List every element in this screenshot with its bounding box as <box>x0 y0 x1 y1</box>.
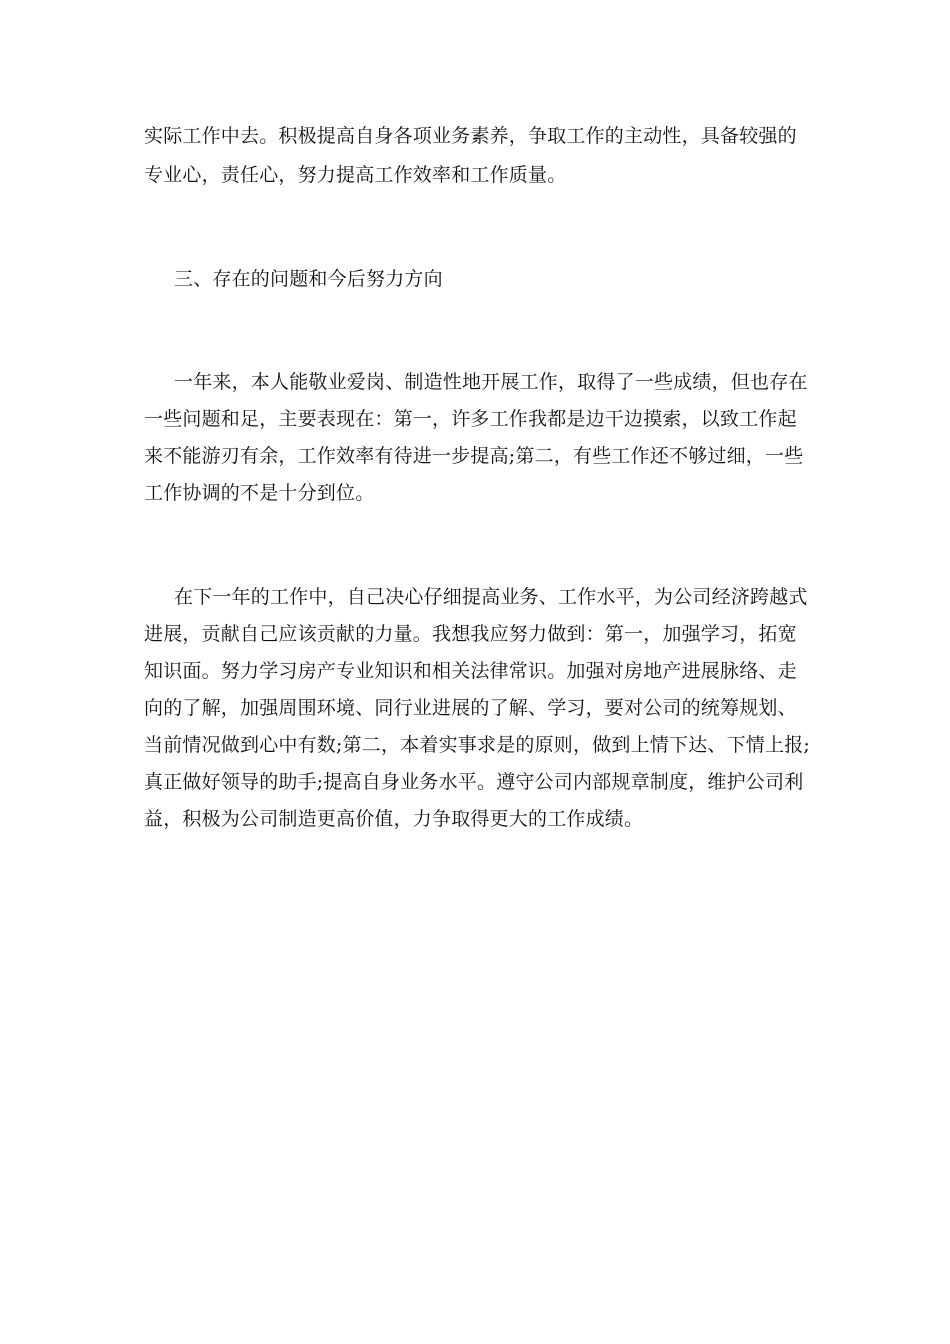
text-line: 专业心，责任心，努力提高工作效率和工作质量。 <box>144 164 567 186</box>
text-line: 真正做好领导的助手;提高自身业务水平。遵守公司内部规章制度，维护公司利 <box>144 771 804 793</box>
section-heading: 三、存在的问题和今后努力方向 <box>174 268 443 290</box>
text-line: 一些问题和足，主要表现在：第一，许多工作我都是边干边摸索，以致工作起 <box>144 408 797 430</box>
text-line: 实际工作中去。积极提高自身各项业务素养，争取工作的主动性，具备较强的 <box>144 125 797 147</box>
text-line: 在下一年的工作中，自己决心仔细提高业务、工作水平，为公司经济跨越式 <box>174 586 808 608</box>
text-line: 当前情况做到心中有数;第二，本着实事求是的原则，做到上情下达、下情上报; <box>144 734 811 756</box>
text-line: 工作协调的不是十分到位。 <box>144 482 375 504</box>
text-line: 来不能游刃有余，工作效率有待进一步提高;第二，有些工作还不够过细，一些 <box>144 445 804 467</box>
text-line: 益，积极为公司制造更高价值，力争取得更大的工作成绩。 <box>144 808 644 830</box>
text-line: 知识面。努力学习房产专业知识和相关法律常识。加强对房地产进展脉络、走 <box>144 660 797 682</box>
text-line: 向的了解，加强周围环境、同行业进展的了解、学习，要对公司的统筹规划、 <box>144 697 797 719</box>
text-line: 进展，贡献自己应该贡献的力量。我想我应努力做到：第一，加强学习，拓宽 <box>144 623 797 645</box>
text-line: 一年来，本人能敬业爱岗、制造性地开展工作，取得了一些成绩，但也存在 <box>174 371 808 393</box>
